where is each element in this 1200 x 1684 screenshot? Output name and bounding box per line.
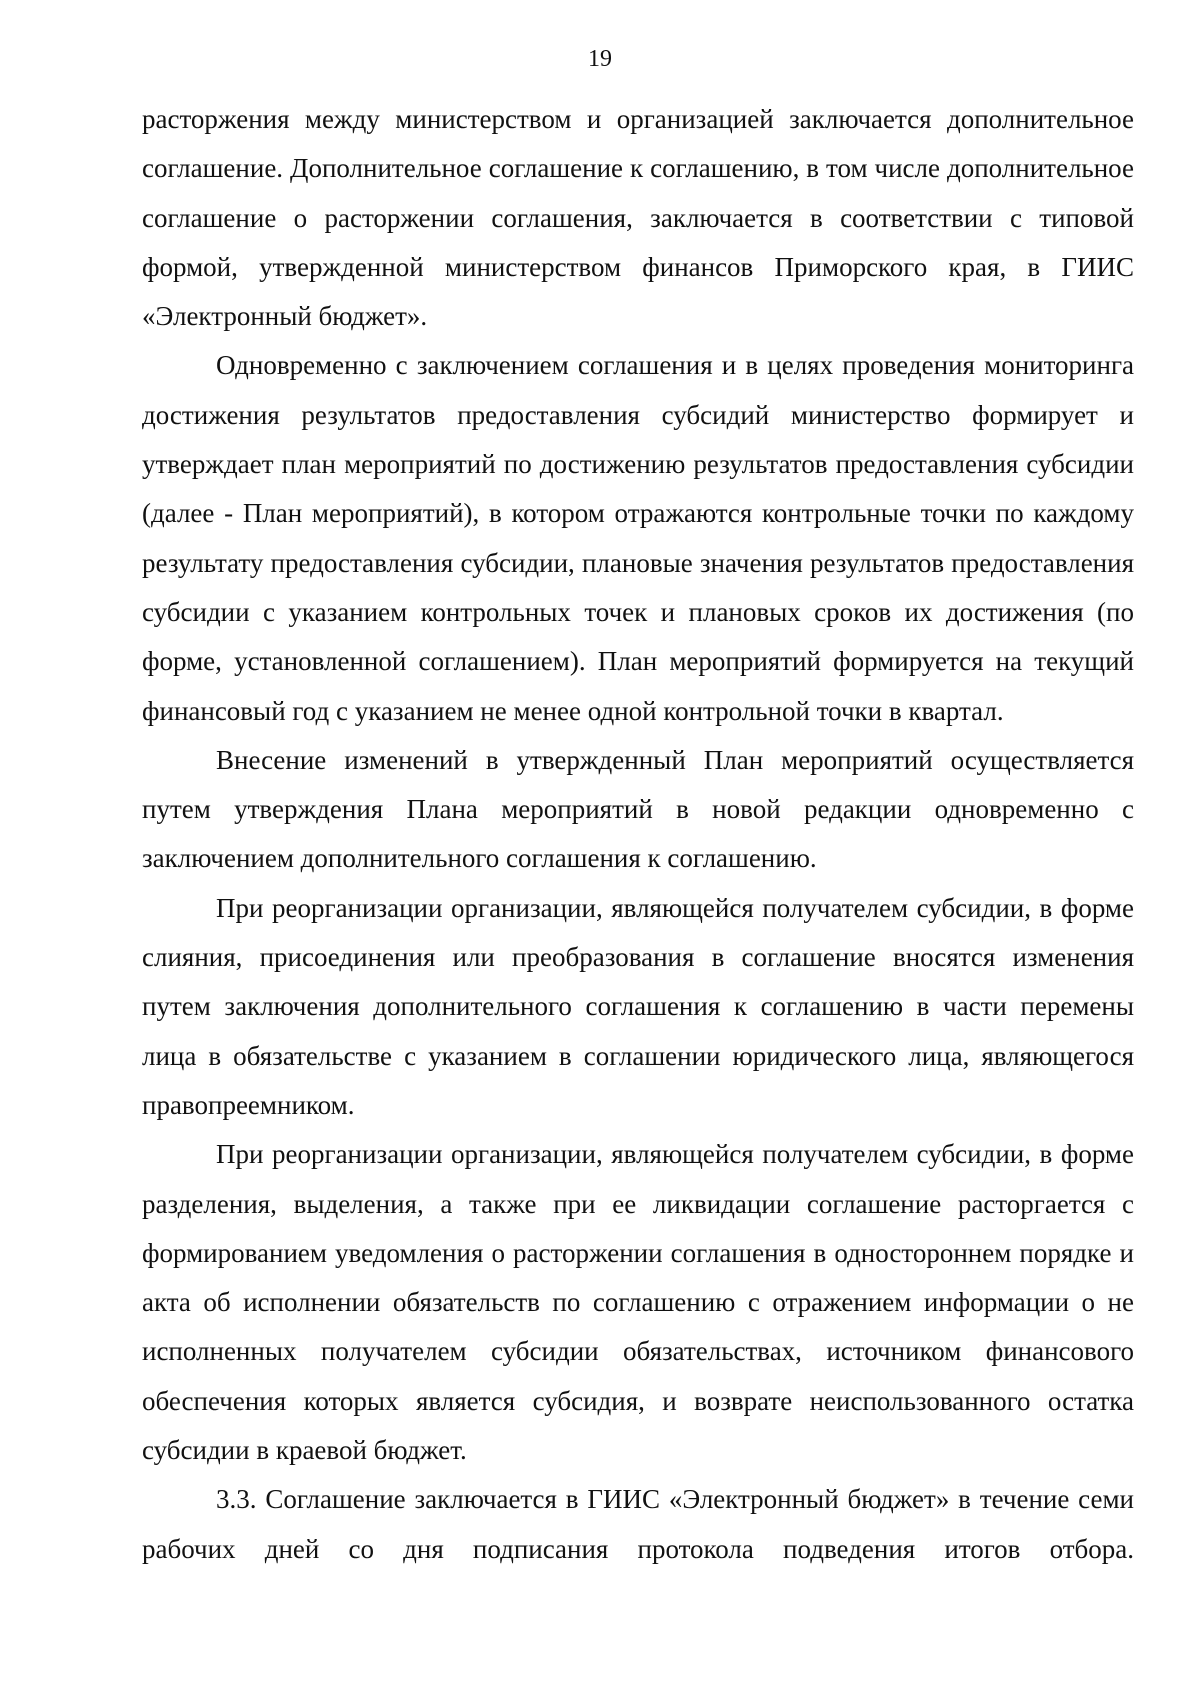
page-number: 19 xyxy=(588,46,612,72)
document-body xyxy=(142,95,1134,1574)
paragraph-reorganization-merger: При реорганизации организации, являющейся получателем субсидии, в форме слияния, присоединения или преобразования в соглашение вносятся изменения путем заключения дополнительного соглашения к соглашению в части перемены лица в обязательстве с указанием в соглашении юридического лица, являющегося правопреемником. xyxy=(142,892,1134,1120)
paragraph-action-plan: Одновременно с заключением соглашения и в целях проведения мониторинга достижения результатов предоставления субсидий министерство формирует и утверждает план мероприятий по достижению результатов предоставления субсидии (далее - План мероприятий), в котором отражаются контрольные точки по каждому результату предоставления субсидии, плановые значения результатов предоставления субсидии с указанием контрольных точек и плановых сроков их достижения (по форме, установленной соглашением). План мероприятий формируется на текущий финансовый год с указанием не менее одной контрольной точки в квартал. xyxy=(142,350,1134,726)
paragraph-continuation: расторжения между министерством и организацией заключается дополнительное соглашение. Дополнительное соглашение к соглашению, в том числе дополнительное соглашение о расторжении соглашения, заключается в соответствии с типовой формой, утвержденной министерством финансов Приморского края, в ГИИС «Электронный бюджет». xyxy=(142,104,1134,332)
paragraph-clause-3-3: 3.3. Соглашение заключается в ГИИС «Электронный бюджет» в течение семи рабочих дней со дня подписания протокола подведения итогов отбора. xyxy=(142,1484,1134,1564)
paragraph-plan-changes: Внесение изменений в утвержденный План мероприятий осуществляется путем утверждения Плана мероприятий в новой редакции одновременно с заключением дополнительного соглашения к соглашению. xyxy=(142,744,1134,874)
paragraph-reorganization-division: При реорганизации организации, являющейся получателем субсидии, в форме разделения, выделения, а также при ее ликвидации соглашение расторгается с формированием уведомления о расторжении соглашения в одностороннем порядке и акта об исполнении обязательств по соглашению с отражением информации о не исполненных получателем субсидии обязательствах, источником финансового обеспечения которых является субсидия, и возврате неиспользованного остатка субсидии в краевой бюджет. xyxy=(142,1139,1134,1466)
